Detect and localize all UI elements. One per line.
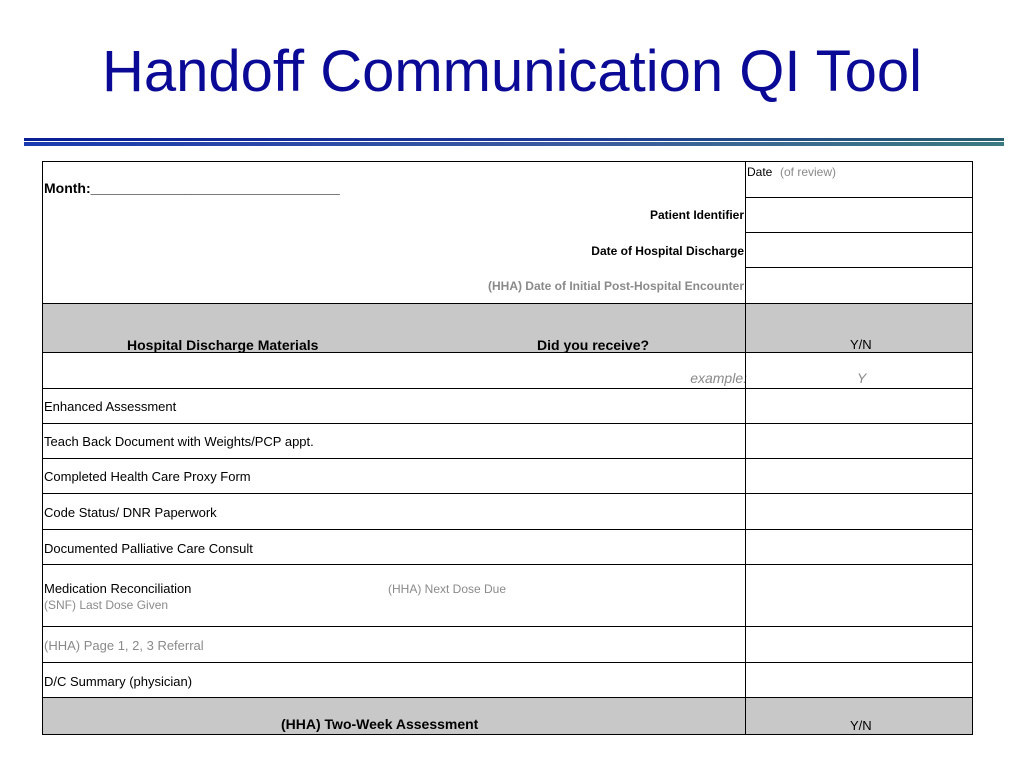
section-header-left bbox=[42, 303, 746, 353]
month-field[interactable]: Month:________________________________ bbox=[44, 180, 340, 196]
example-label: example: bbox=[690, 370, 747, 386]
date-label: Date bbox=[747, 165, 773, 179]
table-row-answer[interactable] bbox=[745, 529, 973, 565]
row-label: Enhanced Assessment bbox=[44, 399, 177, 414]
title-divider bbox=[24, 138, 1004, 141]
table-row-label bbox=[42, 564, 746, 627]
example-row-right bbox=[745, 352, 973, 389]
row-label: Code Status/ DNR Paperwork bbox=[44, 505, 217, 520]
example-value: Y bbox=[857, 370, 867, 386]
table-row-label bbox=[42, 662, 746, 698]
page-title: Handoff Communication QI Tool bbox=[102, 39, 922, 104]
row-label: Documented Palliative Care Consult bbox=[44, 541, 253, 556]
column-header-yn: Y/N bbox=[850, 337, 872, 352]
table-row-answer[interactable] bbox=[745, 458, 973, 494]
title-divider-accent bbox=[24, 142, 1004, 146]
row-label: (HHA) Page 1, 2, 3 Referral bbox=[44, 638, 204, 653]
table-row-answer[interactable] bbox=[745, 388, 973, 424]
hospital-discharge-date-input[interactable] bbox=[745, 232, 973, 268]
row-label: D/C Summary (physician) bbox=[44, 674, 193, 689]
section2-header-left bbox=[42, 697, 746, 735]
example-row-left bbox=[42, 352, 746, 389]
table-row-answer[interactable] bbox=[745, 662, 973, 698]
table-row-answer[interactable] bbox=[745, 423, 973, 459]
row-sub-label: (SNF) Last Dose Given bbox=[44, 598, 169, 612]
row-extra-label: (HHA) Next Dose Due bbox=[388, 582, 507, 596]
table-row-label bbox=[42, 458, 746, 494]
row-label: Completed Health Care Proxy Form bbox=[44, 469, 251, 484]
column-header-received: Did you receive? bbox=[537, 337, 650, 353]
initial-encounter-input[interactable] bbox=[745, 267, 973, 304]
table-row-label bbox=[42, 529, 746, 565]
date-sub-label: (of review) bbox=[780, 165, 837, 179]
qi-tool-table bbox=[42, 161, 973, 735]
initial-encounter-label: (HHA) Date of Initial Post-Hospital Encounter bbox=[487, 279, 744, 293]
two-week-assessment-label: (HHA) Two-Week Assessment bbox=[281, 716, 479, 732]
section-header-yn-cell bbox=[745, 303, 973, 353]
table-row-label bbox=[42, 493, 746, 530]
section2-yn-label: Y/N bbox=[850, 718, 872, 733]
row-label: Teach Back Document with Weights/PCP appt. bbox=[44, 434, 314, 449]
table-row-label bbox=[42, 626, 746, 663]
table-row-answer[interactable] bbox=[745, 564, 973, 627]
table-row-label bbox=[42, 423, 746, 459]
date-review-cell[interactable] bbox=[745, 161, 973, 198]
patient-identifier-input[interactable] bbox=[745, 197, 973, 233]
header-left-block bbox=[42, 161, 746, 304]
table-row-label bbox=[42, 388, 746, 424]
table-row-answer[interactable] bbox=[745, 626, 973, 663]
column-header-materials: Hospital Discharge Materials bbox=[127, 337, 319, 353]
row-label: Medication Reconciliation bbox=[44, 581, 192, 596]
hospital-discharge-date-label: Date of Hospital Discharge bbox=[591, 244, 744, 258]
table-row-answer[interactable] bbox=[745, 493, 973, 530]
section2-header-yn-cell bbox=[745, 697, 973, 735]
patient-identifier-label: Patient Identifier bbox=[649, 208, 744, 222]
